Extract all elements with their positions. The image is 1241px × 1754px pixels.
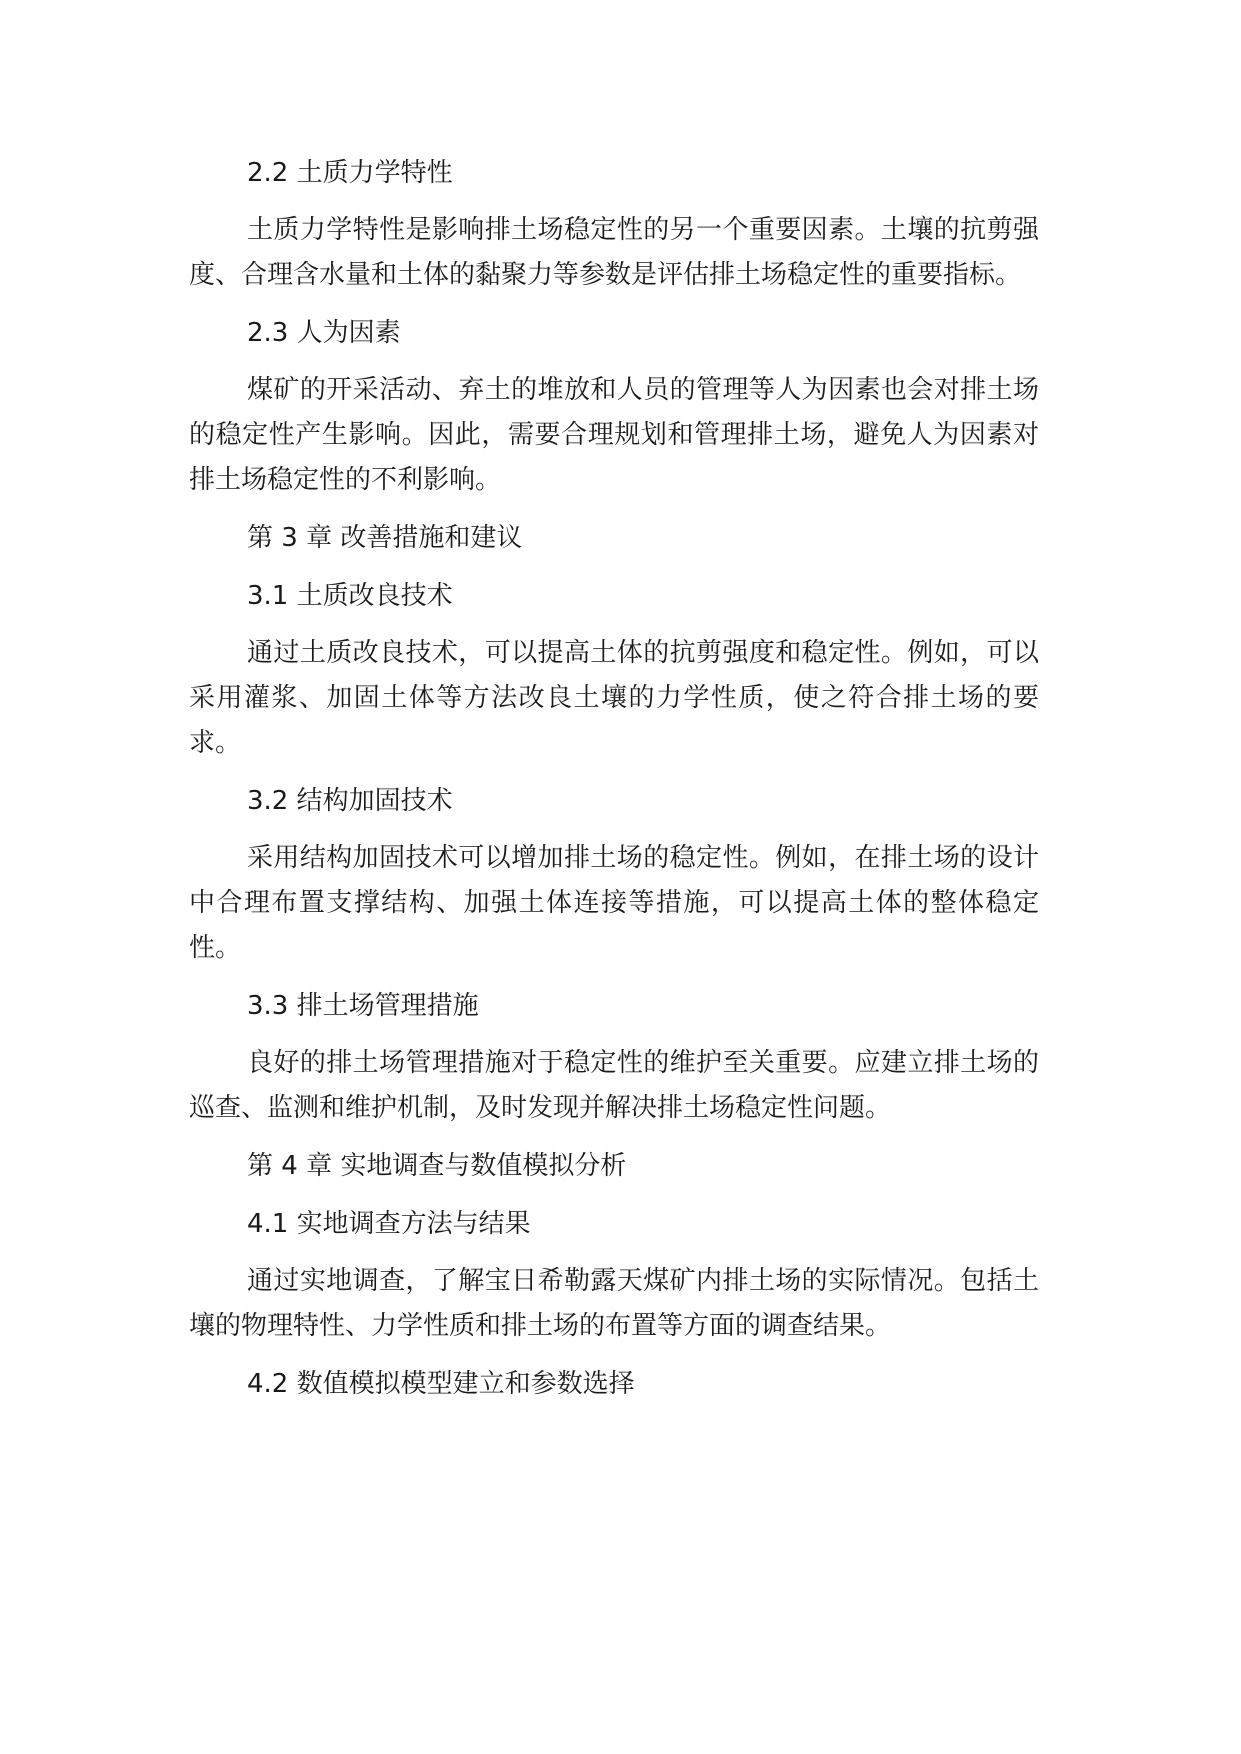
section-heading-3-1: 3.1 土质改良技术 xyxy=(247,581,453,611)
paragraph-structural-reinforcement: 采用结构加固技术可以增加排土场的稳定性。例如，在排土场的设计中合理布置支撑结构、加强土体连接等措施，可以提高土体的整体稳定性。 xyxy=(189,843,1039,963)
paragraph-soil-mechanics: 土质力学特性是影响排土场稳定性的另一个重要因素。土壤的抗剪强度、合理含水量和土体的黏聚力等参数是评估排土场稳定性的重要指标。 xyxy=(189,215,1039,290)
section-heading-3-3: 3.3 排土场管理措施 xyxy=(247,991,479,1021)
chapter-heading-4: 第 4 章 实地调查与数值模拟分析 xyxy=(247,1151,627,1181)
paragraph-management-measures: 良好的排土场管理措施对于稳定性的维护至关重要。应建立排土场的巡查、监测和维护机制，及时发现并解决排土场稳定性问题。 xyxy=(189,1048,1039,1123)
chapter-heading-3: 第 3 章 改善措施和建议 xyxy=(247,523,523,553)
paragraph-human-factors: 煤矿的开采活动、弃土的堆放和人员的管理等人为因素也会对排土场的稳定性产生影响。因此，需要合理规划和管理排土场，避免人为因素对排土场稳定性的不利影响。 xyxy=(189,375,1039,495)
document-body xyxy=(189,150,1039,1407)
section-heading-4-1: 4.1 实地调查方法与结果 xyxy=(247,1209,531,1239)
section-heading-2-3: 2.3 人为因素 xyxy=(247,318,401,348)
section-heading-4-2: 4.2 数值模拟模型建立和参数选择 xyxy=(247,1369,635,1399)
paragraph-field-survey: 通过实地调查，了解宝日希勒露天煤矿内排土场的实际情况。包括土壤的物理特性、力学性质和排土场的布置等方面的调查结果。 xyxy=(189,1266,1039,1341)
section-heading-3-2: 3.2 结构加固技术 xyxy=(247,786,453,816)
section-heading-2-2: 2.2 土质力学特性 xyxy=(247,158,453,188)
paragraph-soil-improvement: 通过土质改良技术，可以提高土体的抗剪强度和稳定性。例如，可以采用灌浆、加固土体等方法改良土壤的力学性质，使之符合排土场的要求。 xyxy=(189,638,1039,758)
